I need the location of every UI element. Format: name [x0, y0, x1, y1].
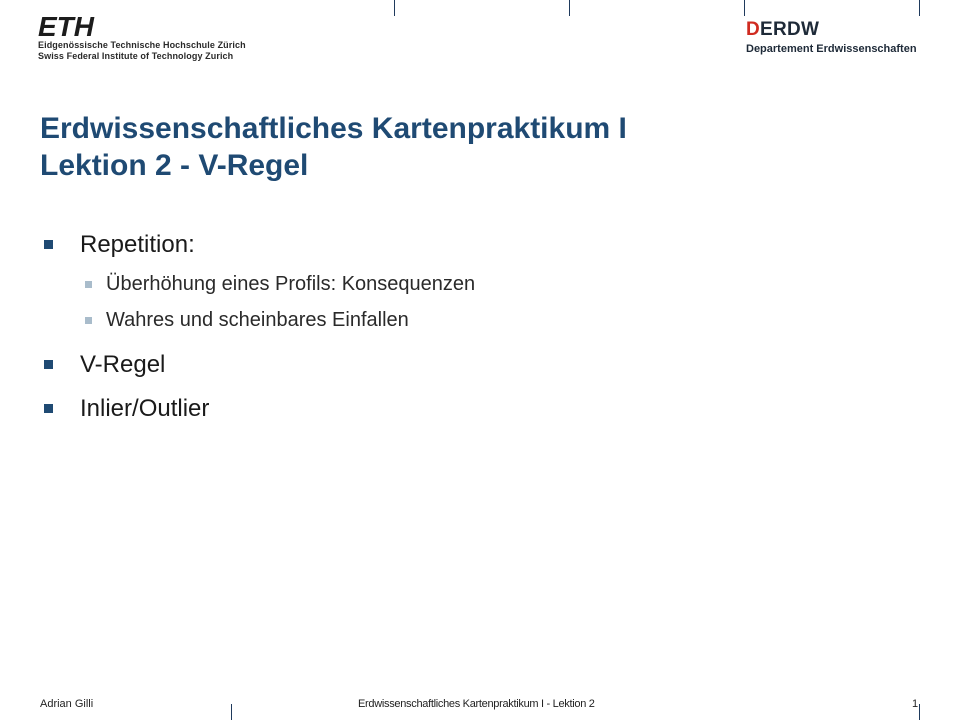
footer-divider: [919, 704, 920, 720]
sub-bullet-square-icon: [85, 281, 92, 288]
slide-title: [40, 110, 920, 184]
top-divider-tick: [919, 0, 920, 16]
top-divider-tick: [744, 0, 745, 16]
bullet-text: Inlier/Outlier: [80, 395, 210, 422]
department-name: Departement Erdwissenschaften: [746, 43, 917, 55]
sub-bullet-text: Überhöhung eines Profils: Konsequenzen: [106, 273, 476, 295]
eth-wordmark-text: ETH: [38, 12, 94, 40]
bullet-square-icon: [44, 404, 53, 413]
footer-divider: [231, 704, 232, 720]
bullet-list: [40, 228, 900, 436]
bullet-square-icon: [44, 360, 53, 369]
bullet-square-icon: [44, 240, 53, 249]
sub-bullet-item: [80, 302, 900, 338]
department-logo: [746, 20, 946, 55]
sub-bullet-item: [80, 266, 900, 302]
slide-title-line-1: Erdwissenschaftliches Kartenpraktikum I: [40, 112, 627, 145]
sub-bullet-list: [80, 266, 900, 338]
eth-wordmark: [38, 12, 138, 40]
eth-line-1: Eidgenössische Technische Hochschule Zürich: [38, 40, 246, 50]
footer-author: Adrian Gilli: [40, 698, 94, 710]
sub-bullet-text: Wahres und scheinbares Einfallen: [106, 309, 409, 331]
bullet-item-v-regel: [40, 348, 900, 382]
footer-course: Erdwissenschaftliches Kartenpraktikum I - Lektion 2: [358, 698, 595, 710]
department-mark: [746, 20, 946, 40]
bullet-item-inlier-outlier: [40, 392, 900, 426]
footer-page-number: 1: [912, 698, 919, 710]
department-mark-initial: D: [746, 19, 761, 40]
bullet-text: V-Regel: [80, 351, 166, 378]
eth-line-2: Swiss Federal Institute of Technology Zurich: [38, 51, 234, 61]
slide-title-line-2: Lektion 2 - V-Regel: [40, 149, 309, 182]
top-divider-tick: [394, 0, 395, 16]
eth-logo: [38, 12, 258, 62]
sub-bullet-square-icon: [85, 317, 92, 324]
department-mark-rest: ERDW: [760, 19, 820, 40]
bullet-text: Repetition:: [80, 231, 195, 258]
bullet-item-repetition: [40, 228, 900, 338]
slide-footer: [0, 690, 960, 720]
top-divider-tick: [569, 0, 570, 16]
